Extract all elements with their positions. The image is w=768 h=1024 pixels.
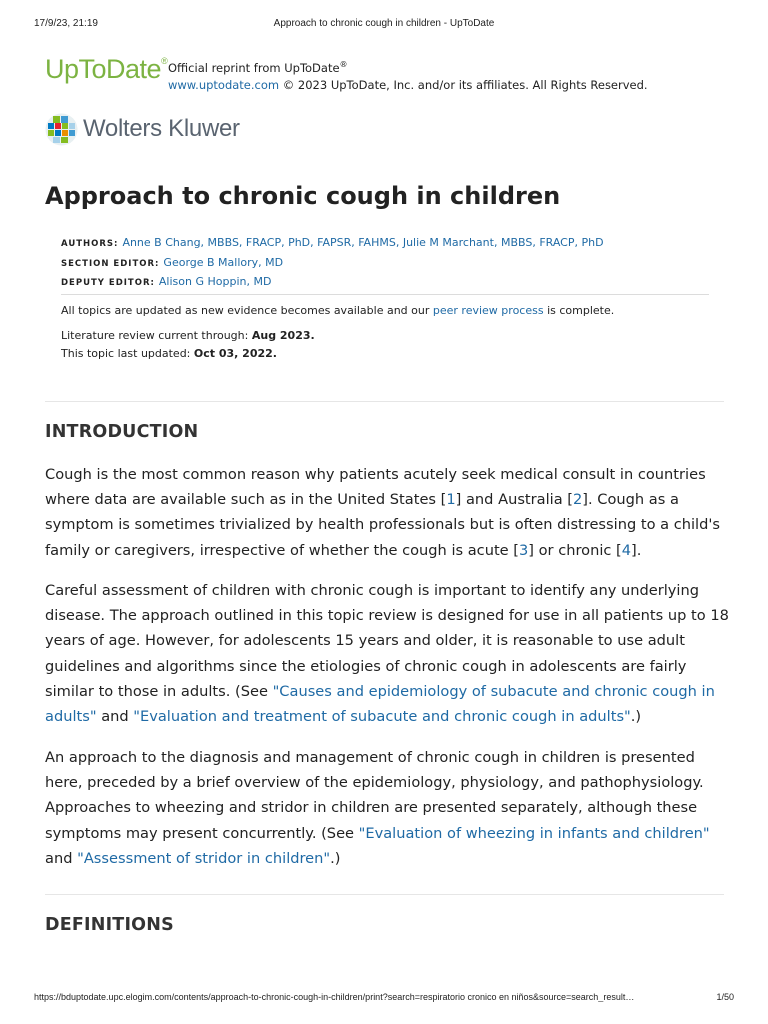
review-dates	[61, 327, 315, 362]
uptodate-logo[interactable]	[45, 54, 167, 85]
lit-review-label: Literature review current through:	[61, 329, 252, 342]
authors-row	[61, 234, 604, 254]
body-text: and	[96, 708, 134, 726]
last-updated-label: This topic last updated:	[61, 346, 194, 360]
page-number: 1/50	[716, 992, 734, 1002]
update-note-text-end: is complete.	[543, 304, 615, 317]
print-header	[34, 18, 734, 32]
section-divider	[45, 894, 724, 895]
topic-link-stridor[interactable]: "Assessment of stridor in children"	[77, 849, 331, 867]
body-text: and	[45, 849, 78, 867]
body-text: Careful assessment of children with chronic cough is important to identify any underlying disease. The approach outlined in this topic review is designed for use in all patients up to 18 years of age. However, for adolescents 15 years and older, it is reasonable to use adult guidelines and algorithms since the etiologies of chronic cough in adolescents are fairly similar to those in adults. (See	[45, 582, 729, 700]
article-credits	[61, 234, 604, 293]
reference-link[interactable]: 4	[621, 541, 632, 559]
definitions-heading: DEFINITIONS	[45, 915, 174, 935]
brand-header	[45, 54, 738, 94]
print-url: https://bduptodate.upc.elogim.com/contents/approach-to-chronic-cough-in-children/print?search=respiratorio cronico en niños&source=search_result…	[34, 992, 635, 1002]
topic-link-causes-adults[interactable]: "Causes and epidemiology of subacute and chronic cough in adults"	[45, 682, 715, 726]
topic-link-wheezing[interactable]: "Evaluation of wheezing in infants and children"	[358, 824, 710, 842]
reprint-notice	[168, 56, 648, 94]
body-text: .)	[630, 708, 642, 726]
intro-paragraph-2	[45, 578, 730, 729]
print-footer	[34, 992, 734, 1006]
intro-paragraph-3	[45, 745, 730, 871]
section-divider	[45, 401, 724, 402]
section-editor-label: SECTION EDITOR:	[61, 258, 160, 269]
section-editor-row	[61, 254, 604, 274]
reference-link[interactable]: 3	[519, 541, 529, 559]
update-note	[61, 302, 614, 319]
deputy-editor-link[interactable]: Alison G Hoppin, MD	[158, 275, 272, 288]
body-text: Cough is the most common reason why patients acutely seek medical consult in countries where data are available such as in the United States [	[45, 466, 706, 509]
print-page-title: Approach to chronic cough in children - UpToDate	[273, 18, 495, 29]
topic-link-evaluation-adults[interactable]: "Evaluation and treatment of subacute and chronic cough in adults"	[133, 708, 631, 726]
publisher-name: Wolters Kluwer	[83, 115, 240, 142]
body-text: ].	[631, 541, 642, 559]
reference-link[interactable]: 2	[572, 491, 583, 509]
deputy-editor-row	[61, 273, 604, 293]
peer-review-link[interactable]: peer review process	[432, 304, 544, 317]
update-note-text: All topics are updated as new evidence becomes available and our	[61, 304, 433, 317]
copyright-text: © 2023 UpToDate, Inc. and/or its affiliates. All Rights Reserved.	[279, 77, 648, 92]
divider	[61, 294, 709, 295]
introduction-heading: INTRODUCTION	[45, 422, 199, 442]
deputy-editor-label: DEPUTY EDITOR:	[61, 278, 155, 288]
reprint-line: Official reprint from UpToDate	[168, 60, 340, 75]
body-text: ] or chronic [	[528, 541, 622, 559]
last-updated-date: Oct 03, 2022.	[193, 346, 277, 360]
reprint-mark: ®	[339, 60, 348, 69]
wolters-kluwer-logo-icon	[45, 113, 78, 146]
article-title: Approach to chronic cough in children	[45, 182, 561, 210]
uptodate-logo-text: UpToDate	[45, 54, 162, 84]
body-text: .)	[330, 849, 341, 867]
body-text: An approach to the diagnosis and management of chronic cough in children is presented here, preceded by a brief overview of the epidemiology, physiology, and pathophysiology. Approaches to wheezing and stridor in children are presented separately, although these symptoms may present concurrently. (See	[45, 749, 704, 842]
section-editor-link[interactable]: George B Mallory, MD	[163, 255, 284, 269]
body-text: ]. Cough as a symptom is sometimes trivialized by health professionals but is often distressing to a child's family or caregivers, irrespective of whether the cough is acute [	[45, 491, 720, 559]
site-link[interactable]: www.uptodate.com	[168, 77, 280, 92]
authors-link[interactable]: Anne B Chang, MBBS, FRACP, PhD, FAPSR, FAHMS, Julie M Marchant, MBBS, FRACP, PhD	[122, 236, 604, 249]
authors-label: AUTHORS:	[61, 239, 119, 249]
reference-link[interactable]: 1	[446, 491, 456, 509]
intro-paragraph-1	[45, 462, 730, 563]
uptodate-logo-mark: ®	[161, 56, 168, 66]
print-timestamp: 17/9/23, 21:19	[34, 18, 98, 29]
lit-review-date: Aug 2023.	[251, 329, 315, 342]
body-text: ] and Australia [	[455, 491, 573, 509]
